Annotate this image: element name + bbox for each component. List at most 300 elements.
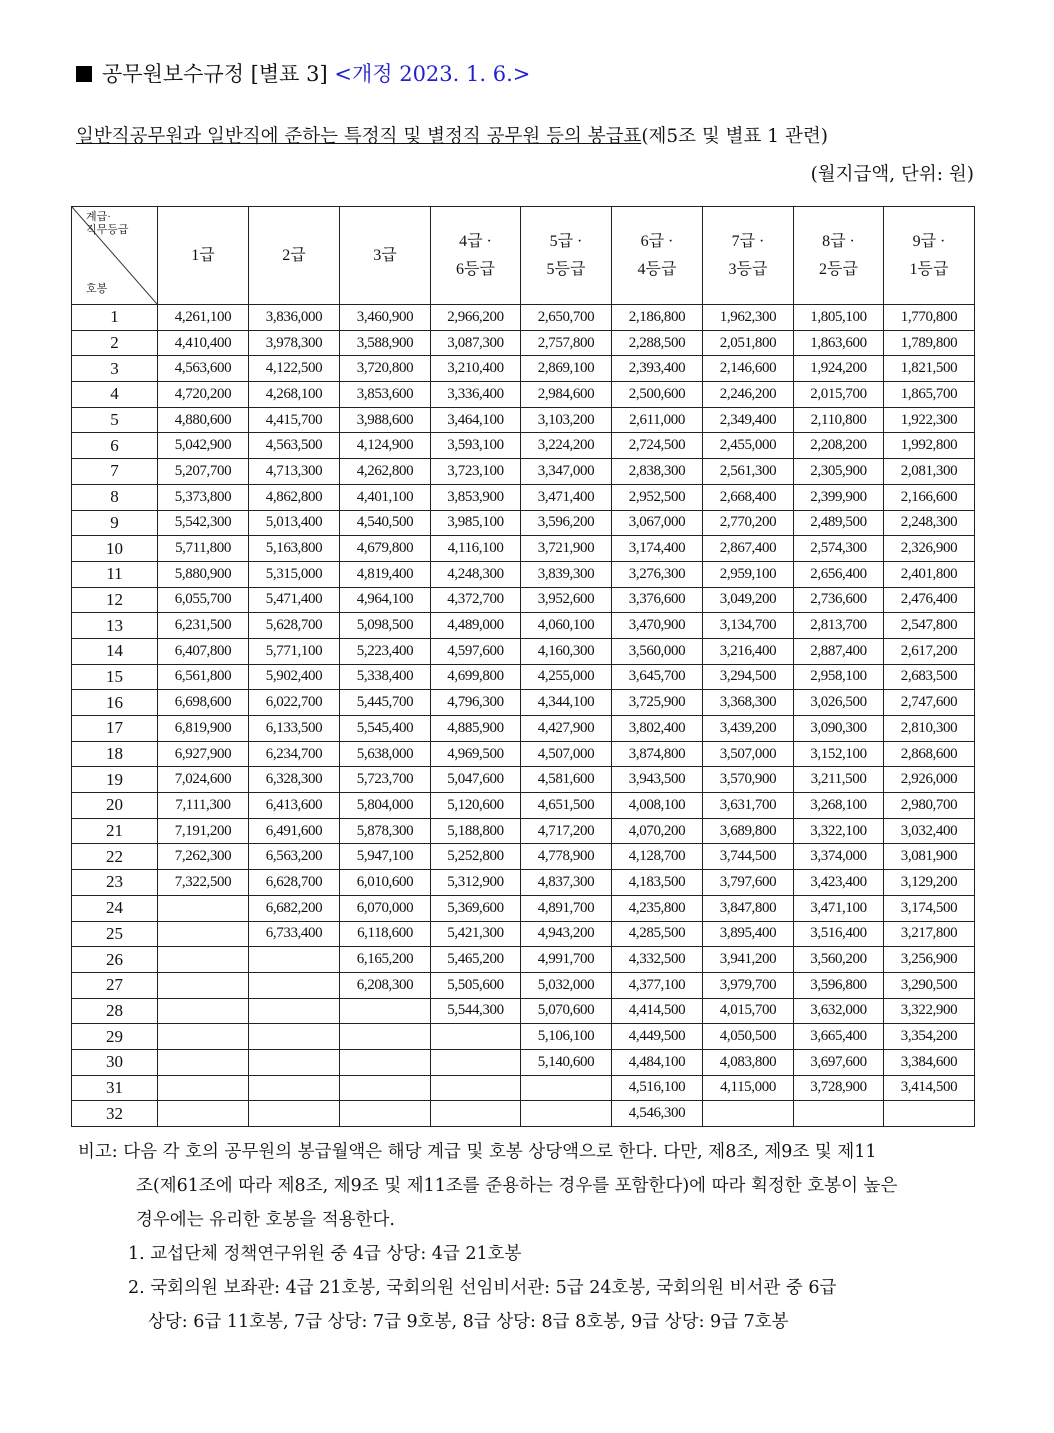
salary-cell: 3,336,400 bbox=[431, 382, 521, 408]
salary-cell: 4,122,500 bbox=[249, 356, 340, 382]
salary-cell: 5,771,100 bbox=[249, 638, 340, 664]
salary-cell: 2,288,500 bbox=[612, 330, 703, 356]
table-row bbox=[72, 664, 975, 690]
salary-cell: 3,268,100 bbox=[794, 793, 884, 819]
table-row bbox=[72, 510, 975, 536]
salary-cell: 2,813,700 bbox=[794, 613, 884, 639]
salary-cell: 4,891,700 bbox=[521, 895, 612, 921]
salary-cell: 2,757,800 bbox=[521, 330, 612, 356]
table-row bbox=[72, 433, 975, 459]
salary-cell: 4,285,500 bbox=[612, 921, 703, 947]
salary-cell: 2,248,300 bbox=[884, 510, 975, 536]
salary-cell: 3,802,400 bbox=[612, 716, 703, 742]
salary-cell: 6,118,600 bbox=[340, 921, 431, 947]
salary-cell: 2,349,400 bbox=[703, 407, 794, 433]
salary-cell: 1,770,800 bbox=[884, 305, 975, 331]
table-row bbox=[72, 638, 975, 664]
salary-cell: 4,235,800 bbox=[612, 895, 703, 921]
salary-cell: 6,231,500 bbox=[158, 613, 249, 639]
salary-cell: 2,656,400 bbox=[794, 561, 884, 587]
salary-cell: 2,051,800 bbox=[703, 330, 794, 356]
salary-cell: 5,880,900 bbox=[158, 561, 249, 587]
salary-cell: 3,032,400 bbox=[884, 818, 975, 844]
unit-label: (월지급액, 단위: 원) bbox=[810, 164, 974, 185]
salary-cell: 4,410,400 bbox=[158, 330, 249, 356]
salary-cell: 4,008,100 bbox=[612, 793, 703, 819]
salary-cell: 3,211,500 bbox=[794, 767, 884, 793]
salary-cell: 5,445,700 bbox=[340, 690, 431, 716]
salary-cell: 2,617,200 bbox=[884, 638, 975, 664]
salary-cell: 4,332,500 bbox=[612, 947, 703, 973]
step-number-cell: 21 bbox=[72, 818, 158, 844]
salary-cell: 6,133,500 bbox=[249, 716, 340, 742]
step-number-cell: 16 bbox=[72, 690, 158, 716]
salary-cell: 3,322,100 bbox=[794, 818, 884, 844]
salary-cell: 3,847,800 bbox=[703, 895, 794, 921]
salary-cell: 7,191,200 bbox=[158, 818, 249, 844]
note-paragraph bbox=[78, 1135, 978, 1237]
salary-cell: 2,926,000 bbox=[884, 767, 975, 793]
table-row bbox=[72, 356, 975, 382]
note-line-2: 조(제61조에 따라 제8조, 제9조 및 제11조를 준용하는 경우를 포함한다)에 따라 획정한 호봉이 높은 bbox=[136, 1176, 898, 1196]
grade-header-text: 7급 · bbox=[731, 232, 765, 250]
salary-cell bbox=[431, 1101, 521, 1127]
salary-cell: 2,015,700 bbox=[794, 382, 884, 408]
salary-cell: 4,427,900 bbox=[521, 716, 612, 742]
salary-cell bbox=[521, 1075, 612, 1101]
subtitle-reference: (제5조 및 별표 1 관련) bbox=[641, 126, 828, 147]
salary-cell: 5,505,600 bbox=[431, 972, 521, 998]
salary-cell: 3,507,000 bbox=[703, 741, 794, 767]
grade-header-cell bbox=[431, 207, 521, 305]
table-row bbox=[72, 382, 975, 408]
salary-cell: 5,338,400 bbox=[340, 664, 431, 690]
salary-cell: 2,959,100 bbox=[703, 561, 794, 587]
salary-cell: 2,081,300 bbox=[884, 459, 975, 485]
table-row bbox=[72, 484, 975, 510]
salary-cell: 3,728,900 bbox=[794, 1075, 884, 1101]
salary-cell: 5,465,200 bbox=[431, 947, 521, 973]
salary-cell bbox=[340, 1075, 431, 1101]
step-number-cell: 29 bbox=[72, 1024, 158, 1050]
salary-cell: 3,423,400 bbox=[794, 870, 884, 896]
salary-cell: 4,261,100 bbox=[158, 305, 249, 331]
salary-cell: 3,081,900 bbox=[884, 844, 975, 870]
step-number-cell: 1 bbox=[72, 305, 158, 331]
salary-cell: 3,087,300 bbox=[431, 330, 521, 356]
salary-cell: 3,560,200 bbox=[794, 947, 884, 973]
corner-grade-label bbox=[86, 211, 129, 237]
step-number-cell: 26 bbox=[72, 947, 158, 973]
salary-cell: 2,668,400 bbox=[703, 484, 794, 510]
salary-cell: 4,484,100 bbox=[612, 1049, 703, 1075]
grade-header-text: 2급 bbox=[282, 246, 306, 264]
salary-cell: 4,679,800 bbox=[340, 536, 431, 562]
grade-header-text: 5급 · bbox=[549, 232, 583, 250]
salary-cell: 4,183,500 bbox=[612, 870, 703, 896]
table-row bbox=[72, 305, 975, 331]
salary-cell: 4,581,600 bbox=[521, 767, 612, 793]
salary-cell: 2,887,400 bbox=[794, 638, 884, 664]
grade-header-cell bbox=[340, 207, 431, 305]
salary-cell: 3,632,000 bbox=[794, 998, 884, 1024]
salary-cell: 6,927,900 bbox=[158, 741, 249, 767]
step-number-cell: 17 bbox=[72, 716, 158, 742]
salary-cell: 3,895,400 bbox=[703, 921, 794, 947]
salary-cell: 2,724,500 bbox=[612, 433, 703, 459]
salary-cell: 3,129,200 bbox=[884, 870, 975, 896]
salary-cell: 4,819,400 bbox=[340, 561, 431, 587]
salary-cell: 4,489,000 bbox=[431, 613, 521, 639]
square-bullet-icon bbox=[76, 66, 92, 82]
salary-cell: 4,885,900 bbox=[431, 716, 521, 742]
grade-header-text: 9급 · bbox=[912, 232, 946, 250]
salary-cell: 1,962,300 bbox=[703, 305, 794, 331]
grade-header-text: 5등급 bbox=[546, 260, 586, 278]
salary-cell: 3,593,100 bbox=[431, 433, 521, 459]
salary-cell: 6,010,600 bbox=[340, 870, 431, 896]
salary-cell: 4,563,500 bbox=[249, 433, 340, 459]
salary-cell: 4,401,100 bbox=[340, 484, 431, 510]
table-row bbox=[72, 459, 975, 485]
salary-cell: 7,024,600 bbox=[158, 767, 249, 793]
salary-cell: 6,698,600 bbox=[158, 690, 249, 716]
salary-cell: 4,516,100 bbox=[612, 1075, 703, 1101]
salary-cell: 4,597,600 bbox=[431, 638, 521, 664]
salary-cell: 3,347,000 bbox=[521, 459, 612, 485]
salary-cell: 2,110,800 bbox=[794, 407, 884, 433]
table-row bbox=[72, 947, 975, 973]
salary-cell bbox=[158, 947, 249, 973]
table-row bbox=[72, 998, 975, 1024]
salary-cell: 3,384,600 bbox=[884, 1049, 975, 1075]
salary-cell: 4,991,700 bbox=[521, 947, 612, 973]
revision-note: <개정 2023. 1. 6.> bbox=[334, 62, 531, 86]
salary-cell: 1,805,100 bbox=[794, 305, 884, 331]
salary-cell: 3,217,800 bbox=[884, 921, 975, 947]
salary-cell: 3,294,500 bbox=[703, 664, 794, 690]
table-row bbox=[72, 818, 975, 844]
step-number-cell: 18 bbox=[72, 741, 158, 767]
salary-cell: 2,146,600 bbox=[703, 356, 794, 382]
salary-cell: 6,682,200 bbox=[249, 895, 340, 921]
salary-cell: 3,853,600 bbox=[340, 382, 431, 408]
salary-cell: 3,588,900 bbox=[340, 330, 431, 356]
grade-header-text: 4급 · bbox=[459, 232, 492, 250]
salary-cell: 4,778,900 bbox=[521, 844, 612, 870]
salary-cell: 6,413,600 bbox=[249, 793, 340, 819]
salary-cell: 2,186,800 bbox=[612, 305, 703, 331]
step-number-cell: 4 bbox=[72, 382, 158, 408]
salary-cell: 3,836,000 bbox=[249, 305, 340, 331]
salary-cell: 2,952,500 bbox=[612, 484, 703, 510]
table-row bbox=[72, 767, 975, 793]
step-number-cell: 20 bbox=[72, 793, 158, 819]
salary-cell: 3,697,600 bbox=[794, 1049, 884, 1075]
step-number-cell: 2 bbox=[72, 330, 158, 356]
salary-cell: 3,797,600 bbox=[703, 870, 794, 896]
salary-cell: 3,216,400 bbox=[703, 638, 794, 664]
grade-header-cell bbox=[612, 207, 703, 305]
salary-cell: 3,874,800 bbox=[612, 741, 703, 767]
salary-cell: 3,721,900 bbox=[521, 536, 612, 562]
header-row bbox=[72, 207, 975, 305]
table-row bbox=[72, 972, 975, 998]
salary-cell: 2,208,200 bbox=[794, 433, 884, 459]
table-row bbox=[72, 921, 975, 947]
salary-cell: 3,103,200 bbox=[521, 407, 612, 433]
salary-cell: 5,421,300 bbox=[431, 921, 521, 947]
salary-cell bbox=[431, 1024, 521, 1050]
title-text: 공무원보수규정 [별표 3] bbox=[102, 62, 328, 86]
grade-header-text: 2등급 bbox=[819, 260, 858, 278]
salary-cell: 1,789,800 bbox=[884, 330, 975, 356]
salary-cell bbox=[158, 895, 249, 921]
salary-cell: 3,026,500 bbox=[794, 690, 884, 716]
salary-cell: 6,055,700 bbox=[158, 587, 249, 613]
salary-cell: 5,373,800 bbox=[158, 484, 249, 510]
salary-cell: 3,978,300 bbox=[249, 330, 340, 356]
salary-cell: 5,471,400 bbox=[249, 587, 340, 613]
salary-cell: 2,611,000 bbox=[612, 407, 703, 433]
corner-header-cell bbox=[72, 207, 158, 305]
salary-cell: 3,952,600 bbox=[521, 587, 612, 613]
salary-cell bbox=[158, 1075, 249, 1101]
salary-cell: 3,224,200 bbox=[521, 433, 612, 459]
step-number-cell: 12 bbox=[72, 587, 158, 613]
salary-cell: 3,439,200 bbox=[703, 716, 794, 742]
table-row bbox=[72, 844, 975, 870]
salary-cell bbox=[249, 1024, 340, 1050]
step-number-cell: 10 bbox=[72, 536, 158, 562]
salary-cell: 1,992,800 bbox=[884, 433, 975, 459]
salary-cell: 4,969,500 bbox=[431, 741, 521, 767]
salary-cell bbox=[158, 1101, 249, 1127]
table-row bbox=[72, 1049, 975, 1075]
salary-cell: 4,372,700 bbox=[431, 587, 521, 613]
salary-cell: 5,223,400 bbox=[340, 638, 431, 664]
salary-cell bbox=[249, 1101, 340, 1127]
salary-cell: 4,699,800 bbox=[431, 664, 521, 690]
salary-cell: 5,902,400 bbox=[249, 664, 340, 690]
table-row bbox=[72, 561, 975, 587]
salary-cell: 5,369,600 bbox=[431, 895, 521, 921]
salary-cell: 3,354,200 bbox=[884, 1024, 975, 1050]
grade-header-text: 1등급 bbox=[909, 260, 949, 278]
salary-cell: 5,947,100 bbox=[340, 844, 431, 870]
salary-cell: 3,049,200 bbox=[703, 587, 794, 613]
salary-cell: 2,770,200 bbox=[703, 510, 794, 536]
step-number-cell: 6 bbox=[72, 433, 158, 459]
table-row bbox=[72, 870, 975, 896]
salary-cell: 4,083,800 bbox=[703, 1049, 794, 1075]
salary-cell: 5,544,300 bbox=[431, 998, 521, 1024]
step-number-cell: 24 bbox=[72, 895, 158, 921]
salary-cell: 3,723,100 bbox=[431, 459, 521, 485]
salary-cell: 3,979,700 bbox=[703, 972, 794, 998]
table-row bbox=[72, 1024, 975, 1050]
salary-cell: 3,376,600 bbox=[612, 587, 703, 613]
grade-header-cell bbox=[794, 207, 884, 305]
salary-cell: 4,796,300 bbox=[431, 690, 521, 716]
document-title bbox=[76, 58, 530, 88]
salary-cell: 2,958,100 bbox=[794, 664, 884, 690]
note-line-1: 비고: 다음 각 호의 공무원의 봉급월액은 해당 계급 및 호봉 상당액으로 한다. 다만, 제8조, 제9조 및 제11 bbox=[78, 1142, 877, 1162]
salary-cell: 4,255,000 bbox=[521, 664, 612, 690]
salary-cell: 2,966,200 bbox=[431, 305, 521, 331]
salary-cell: 5,804,000 bbox=[340, 793, 431, 819]
salary-cell: 3,174,400 bbox=[612, 536, 703, 562]
salary-cell: 4,837,300 bbox=[521, 870, 612, 896]
salary-cell: 5,638,000 bbox=[340, 741, 431, 767]
salary-cell: 4,248,300 bbox=[431, 561, 521, 587]
salary-cell: 3,645,700 bbox=[612, 664, 703, 690]
salary-cell: 3,941,200 bbox=[703, 947, 794, 973]
salary-cell: 3,090,300 bbox=[794, 716, 884, 742]
salary-cell: 2,984,600 bbox=[521, 382, 612, 408]
salary-cell: 3,276,300 bbox=[612, 561, 703, 587]
salary-cell: 4,546,300 bbox=[612, 1101, 703, 1127]
salary-cell: 2,736,600 bbox=[794, 587, 884, 613]
salary-cell: 1,922,300 bbox=[884, 407, 975, 433]
table-row bbox=[72, 587, 975, 613]
salary-cell: 4,563,600 bbox=[158, 356, 249, 382]
salary-cell: 4,344,100 bbox=[521, 690, 612, 716]
salary-cell: 5,042,900 bbox=[158, 433, 249, 459]
salary-cell bbox=[158, 1024, 249, 1050]
salary-cell: 6,819,900 bbox=[158, 716, 249, 742]
grade-header-text: 6급 · bbox=[640, 232, 674, 250]
salary-cell bbox=[158, 972, 249, 998]
salary-cell: 5,252,800 bbox=[431, 844, 521, 870]
salary-cell: 4,128,700 bbox=[612, 844, 703, 870]
grade-header-text: 1급 bbox=[191, 246, 215, 264]
salary-cell: 5,106,100 bbox=[521, 1024, 612, 1050]
salary-cell: 4,160,300 bbox=[521, 638, 612, 664]
salary-cell: 2,980,700 bbox=[884, 793, 975, 819]
salary-cell: 4,070,200 bbox=[612, 818, 703, 844]
salary-cell bbox=[158, 921, 249, 947]
step-number-cell: 23 bbox=[72, 870, 158, 896]
salary-cell: 2,747,600 bbox=[884, 690, 975, 716]
salary-cell: 5,013,400 bbox=[249, 510, 340, 536]
step-number-cell: 13 bbox=[72, 613, 158, 639]
salary-cell: 2,500,600 bbox=[612, 382, 703, 408]
salary-cell bbox=[431, 1049, 521, 1075]
salary-cell: 3,210,400 bbox=[431, 356, 521, 382]
table-row bbox=[72, 330, 975, 356]
salary-cell: 4,449,500 bbox=[612, 1024, 703, 1050]
salary-cell: 2,650,700 bbox=[521, 305, 612, 331]
subtitle-main: 일반직공무원과 일반직에 준하는 특정직 및 별정직 공무원 등의 봉급표 bbox=[76, 126, 642, 147]
salary-cell: 3,414,500 bbox=[884, 1075, 975, 1101]
salary-cell: 2,166,600 bbox=[884, 484, 975, 510]
salary-cell: 3,853,900 bbox=[431, 484, 521, 510]
table-row bbox=[72, 407, 975, 433]
salary-cell: 3,368,300 bbox=[703, 690, 794, 716]
salary-cell: 2,305,900 bbox=[794, 459, 884, 485]
salary-cell: 4,713,300 bbox=[249, 459, 340, 485]
salary-cell: 3,596,200 bbox=[521, 510, 612, 536]
salary-cell: 6,328,300 bbox=[249, 767, 340, 793]
salary-cell: 3,470,900 bbox=[612, 613, 703, 639]
salary-cell: 4,717,200 bbox=[521, 818, 612, 844]
salary-cell: 1,863,600 bbox=[794, 330, 884, 356]
salary-cell: 5,545,400 bbox=[340, 716, 431, 742]
note-line-3: 경우에는 유리한 호봉을 적용한다. bbox=[136, 1210, 395, 1230]
salary-cell: 3,174,500 bbox=[884, 895, 975, 921]
salary-cell: 2,393,400 bbox=[612, 356, 703, 382]
salary-cell: 2,868,600 bbox=[884, 741, 975, 767]
salary-cell: 4,964,100 bbox=[340, 587, 431, 613]
salary-cell: 5,723,700 bbox=[340, 767, 431, 793]
salary-cell: 4,880,600 bbox=[158, 407, 249, 433]
salary-cell: 3,839,300 bbox=[521, 561, 612, 587]
salary-cell: 1,924,200 bbox=[794, 356, 884, 382]
salary-cell: 2,869,100 bbox=[521, 356, 612, 382]
salary-cell: 6,208,300 bbox=[340, 972, 431, 998]
grade-header-cell bbox=[703, 207, 794, 305]
salary-cell bbox=[340, 998, 431, 1024]
table-row bbox=[72, 741, 975, 767]
salary-cell: 5,140,600 bbox=[521, 1049, 612, 1075]
salary-cell: 3,322,900 bbox=[884, 998, 975, 1024]
salary-cell bbox=[521, 1101, 612, 1127]
salary-cell: 3,720,800 bbox=[340, 356, 431, 382]
step-number-cell: 27 bbox=[72, 972, 158, 998]
step-number-cell: 8 bbox=[72, 484, 158, 510]
salary-cell: 3,744,500 bbox=[703, 844, 794, 870]
step-number-cell: 25 bbox=[72, 921, 158, 947]
salary-cell: 4,124,900 bbox=[340, 433, 431, 459]
salary-cell: 5,188,800 bbox=[431, 818, 521, 844]
salary-cell: 3,471,400 bbox=[521, 484, 612, 510]
salary-cell: 4,060,100 bbox=[521, 613, 612, 639]
salary-cell: 5,163,800 bbox=[249, 536, 340, 562]
salary-cell: 4,414,500 bbox=[612, 998, 703, 1024]
salary-cell: 4,862,800 bbox=[249, 484, 340, 510]
salary-cell: 5,542,300 bbox=[158, 510, 249, 536]
salary-cell bbox=[340, 1024, 431, 1050]
salary-cell bbox=[249, 947, 340, 973]
grade-header-cell bbox=[521, 207, 612, 305]
salary-cell: 5,207,700 bbox=[158, 459, 249, 485]
step-number-cell: 5 bbox=[72, 407, 158, 433]
salary-cell: 3,725,900 bbox=[612, 690, 703, 716]
salary-cell: 6,628,700 bbox=[249, 870, 340, 896]
salary-cell bbox=[249, 1075, 340, 1101]
salary-cell: 5,032,000 bbox=[521, 972, 612, 998]
salary-cell: 3,985,100 bbox=[431, 510, 521, 536]
salary-cell: 3,516,400 bbox=[794, 921, 884, 947]
salary-cell: 2,489,500 bbox=[794, 510, 884, 536]
salary-cell: 5,098,500 bbox=[340, 613, 431, 639]
salary-cell: 1,865,700 bbox=[884, 382, 975, 408]
salary-cell: 4,651,500 bbox=[521, 793, 612, 819]
salary-cell: 7,262,300 bbox=[158, 844, 249, 870]
salary-cell: 3,134,700 bbox=[703, 613, 794, 639]
salary-cell: 2,867,400 bbox=[703, 536, 794, 562]
salary-cell: 4,050,500 bbox=[703, 1024, 794, 1050]
salary-cell: 3,943,500 bbox=[612, 767, 703, 793]
salary-cell: 5,312,900 bbox=[431, 870, 521, 896]
salary-cell bbox=[249, 1049, 340, 1075]
salary-cell: 3,665,400 bbox=[794, 1024, 884, 1050]
table-row bbox=[72, 793, 975, 819]
grade-header-text: 6등급 bbox=[456, 260, 495, 278]
salary-cell: 4,116,100 bbox=[431, 536, 521, 562]
salary-cell: 6,561,800 bbox=[158, 664, 249, 690]
